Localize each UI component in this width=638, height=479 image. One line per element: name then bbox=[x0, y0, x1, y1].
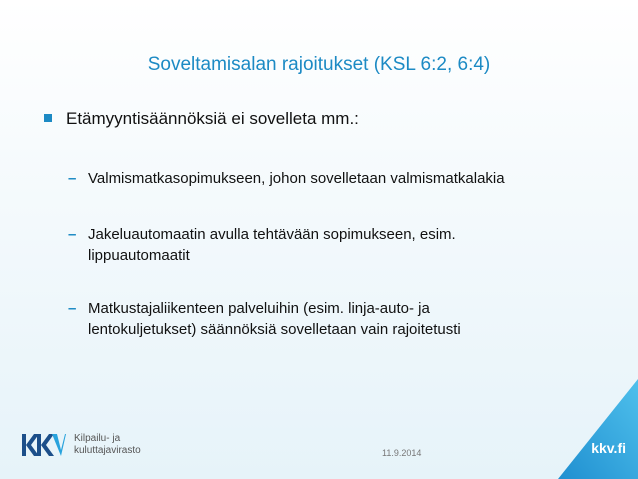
dash-bullet-icon: – bbox=[68, 300, 77, 317]
sub-bullet-2 bbox=[68, 224, 588, 266]
kkv-logo bbox=[22, 432, 141, 458]
main-bullet-text: Etämyyntisäännöksiä ei sovelleta mm.: bbox=[66, 109, 359, 128]
logo-text-line1: Kilpailu- ja bbox=[74, 433, 121, 444]
logo-text-line2: kuluttajavirasto bbox=[74, 445, 141, 456]
slide-title: Soveltamisalan rajoitukset (KSL 6:2, 6:4) bbox=[147, 54, 491, 75]
corner-triangle bbox=[558, 379, 638, 479]
sub-bullet-text: lippuautomaatit bbox=[88, 247, 190, 264]
dash-bullet-icon: – bbox=[68, 226, 77, 243]
slide-date: 11.9.2014 bbox=[382, 448, 422, 458]
sub-bullet-text: lentokuljetukset) säännöksiä sovelletaan vain rajoitetusti bbox=[88, 321, 461, 338]
sub-bullet-1 bbox=[68, 168, 588, 189]
dash-bullet-icon: – bbox=[68, 170, 77, 187]
site-link[interactable]: kkv.fi bbox=[591, 440, 626, 456]
sub-bullet-text: Valmismatkasopimukseen, johon sovelletaan valmismatkalakia bbox=[88, 170, 505, 187]
main-bullet bbox=[44, 109, 359, 129]
sub-bullet-3 bbox=[68, 298, 588, 340]
square-bullet-icon bbox=[44, 114, 52, 122]
kkv-logo-icon bbox=[22, 432, 66, 458]
sub-bullet-text: Matkustajaliikenteen palveluihin (esim. linja-auto- ja bbox=[88, 300, 430, 317]
sub-bullet-text: Jakeluautomaatin avulla tehtävään sopimukseen, esim. bbox=[88, 226, 456, 243]
